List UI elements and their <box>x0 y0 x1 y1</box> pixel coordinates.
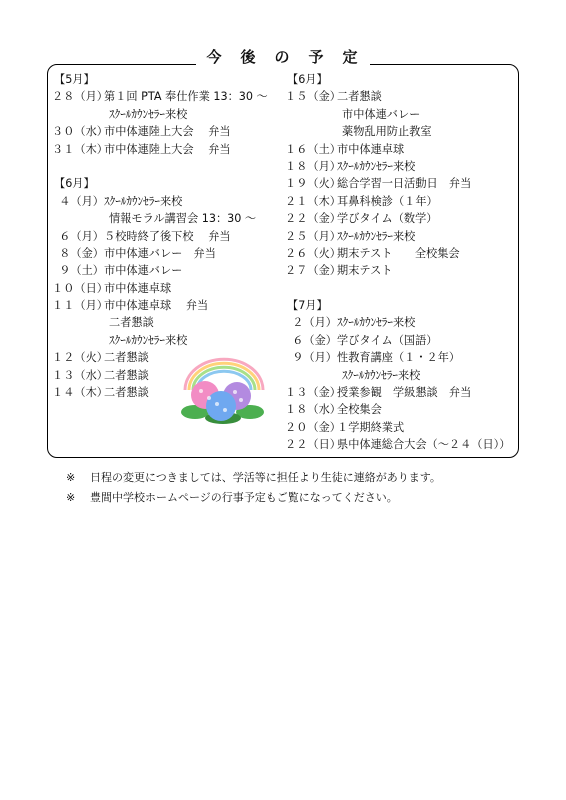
event-date: １９（火） <box>285 177 341 191</box>
event-row <box>52 245 284 262</box>
month-header: 【7月】 <box>287 299 328 313</box>
event-continuation: 薬物乱用防止教室 <box>342 125 432 139</box>
event-row <box>52 262 284 279</box>
event-text: 性教育講座（１・２年） <box>337 351 461 365</box>
event-continuation: 二者懇談 <box>109 316 154 330</box>
note-text: 日程の変更につきましては、学活等に担任より生徒に連絡があります。 <box>90 471 441 484</box>
event-row <box>52 141 284 158</box>
event-date: １５（金） <box>285 90 341 104</box>
event-row <box>285 88 517 105</box>
event-text: 授業参観 学級懇談 弁当 <box>337 386 472 400</box>
event-text: 学びタイム（国語） <box>337 333 438 347</box>
event-row <box>285 436 517 453</box>
event-row <box>285 175 517 192</box>
event-date: ４（月） <box>59 194 104 208</box>
event-text: 市中体連陸上大会 弁当 <box>104 142 231 156</box>
month-header: 【6月】 <box>287 73 328 86</box>
event-date: １２（火） <box>52 351 108 365</box>
event-date: １８（月） <box>285 159 341 173</box>
event-text: 市中体連バレー <box>104 264 183 278</box>
event-date: １３（水） <box>52 368 108 382</box>
event-date: ３１（木） <box>52 142 108 156</box>
event-row <box>52 123 284 140</box>
note-item <box>66 468 441 488</box>
event-text: 市中体連卓球 <box>337 142 405 156</box>
event-date: １８（水） <box>285 403 341 417</box>
event-text: 耳鼻科検診（１年） <box>337 194 438 208</box>
event-row <box>285 262 517 279</box>
event-text: 学びタイム（数学） <box>337 212 438 226</box>
event-continuation: ｽｸｰﾙｶｳﾝｾﾗｰ来校 <box>109 107 188 121</box>
event-text: 市中体連卓球 弁当 <box>104 299 209 313</box>
hydrangea-rainbow-illustration <box>175 350 270 425</box>
event-text: ５校時終了後下校 弁当 <box>104 229 231 243</box>
event-date: １６（土） <box>285 142 341 156</box>
event-continuation: ｽｸｰﾙｶｳﾝｾﾗｰ来校 <box>342 368 421 382</box>
event-text: 二者懇談 <box>104 368 149 382</box>
event-date: ２７（金） <box>285 264 341 278</box>
event-text: 市中体連バレー 弁当 <box>104 246 216 260</box>
event-date: ２８（月） <box>52 90 108 104</box>
note-mark: ※ <box>66 491 76 504</box>
event-text: 二者懇談 <box>337 90 382 104</box>
event-date: ２５（月） <box>285 229 341 243</box>
event-text: ｽｸｰﾙｶｳﾝｾﾗｰ来校 <box>337 159 416 173</box>
event-row <box>285 193 517 210</box>
event-text: 期末テスト <box>337 264 393 278</box>
event-text: 二者懇談 <box>104 351 149 365</box>
event-text: 市中体連卓球 <box>104 281 172 295</box>
title-text: 今 後 の 予 定 <box>196 48 369 66</box>
right-column <box>285 71 517 454</box>
event-continuation: 市中体連バレー <box>342 107 421 121</box>
event-date: ２０（金） <box>285 420 341 434</box>
event-continuation: 情報モラル講習会 13：30 ～ <box>109 212 257 226</box>
event-text: 第１回 PTA 奉仕作業 13：30 ～ <box>104 90 268 104</box>
event-date: ２６（火） <box>285 246 341 260</box>
event-row <box>285 245 517 262</box>
event-row <box>285 314 517 331</box>
event-text: 県中体連総合大会（～２４（日）） <box>337 438 511 452</box>
event-row <box>285 228 517 245</box>
event-date: ９（土） <box>59 264 104 278</box>
event-date: ６（月） <box>59 229 104 243</box>
event-date: ６（金） <box>292 333 337 347</box>
event-row <box>52 297 284 314</box>
event-row <box>285 210 517 227</box>
month-header: 【6月】 <box>54 177 95 191</box>
event-text: 期末テスト 全校集会 <box>337 246 460 260</box>
event-date: ８（金） <box>59 246 104 260</box>
event-text: ｽｸｰﾙｶｳﾝｾﾗｰ来校 <box>337 229 416 243</box>
spacer <box>52 158 284 175</box>
event-text: ｽｸｰﾙｶｳﾝｾﾗｰ来校 <box>104 194 183 208</box>
note-text: 豊間中学校ホームページの行事予定もご覧になってください。 <box>90 491 398 504</box>
event-text: 全校集会 <box>337 403 382 417</box>
event-row <box>285 332 517 349</box>
event-row <box>52 88 284 105</box>
event-date: ２２（日） <box>285 438 341 452</box>
event-text: ｽｸｰﾙｶｳﾝｾﾗｰ来校 <box>337 316 416 330</box>
event-row <box>52 193 284 210</box>
event-row <box>52 280 284 297</box>
note-item <box>66 488 441 508</box>
event-date: ３０（水） <box>52 125 108 139</box>
event-date: １０（日） <box>52 281 108 295</box>
event-row <box>285 384 517 401</box>
event-row <box>52 228 284 245</box>
event-date: １３（金） <box>285 386 341 400</box>
event-date: ２２（金） <box>285 212 341 226</box>
event-text: 二者懇談 <box>104 386 149 400</box>
event-text: 市中体連陸上大会 弁当 <box>104 125 231 139</box>
event-text: 総合学習一日活動日 弁当 <box>337 177 472 191</box>
event-date: ２（月） <box>292 316 337 330</box>
event-row <box>285 401 517 418</box>
month-header: 【5月】 <box>54 73 95 86</box>
event-date: １４（木） <box>52 386 108 400</box>
event-row <box>285 158 517 175</box>
event-date: １１（月） <box>52 299 108 313</box>
event-row <box>285 419 517 436</box>
event-row <box>285 349 517 366</box>
event-continuation: ｽｸｰﾙｶｳﾝｾﾗｰ来校 <box>109 333 188 347</box>
spacer <box>285 280 517 297</box>
event-date: ２１（木） <box>285 194 341 208</box>
notes <box>66 468 441 508</box>
event-date: ９（月） <box>292 351 337 365</box>
event-text: １学期終業式 <box>337 420 405 434</box>
note-mark: ※ <box>66 471 76 484</box>
event-row <box>285 141 517 158</box>
